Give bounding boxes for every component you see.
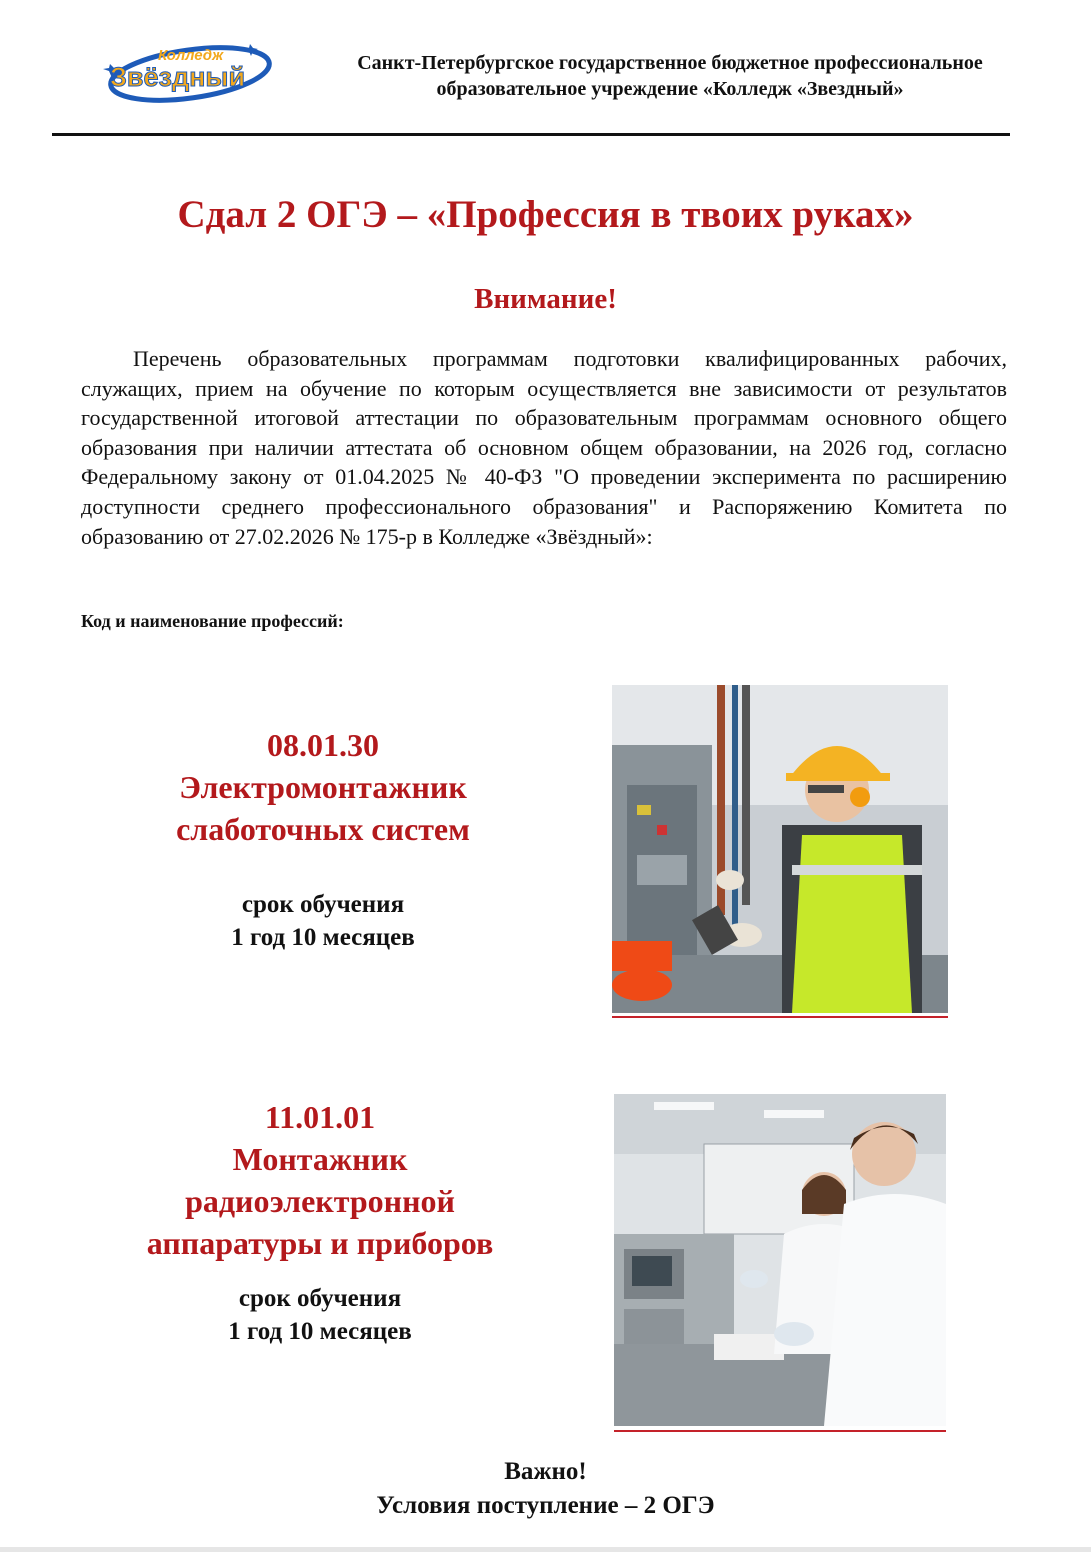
study-term-label: срок обучения — [238, 1285, 402, 1312]
important-note: Важно! — [504, 1458, 587, 1485]
study-term-label: срок обучения — [241, 891, 405, 918]
organization-name-line-2: образовательное учреждение «Колледж «Звездный» — [436, 78, 904, 100]
professions-heading: Код и наименование профессий: — [81, 611, 344, 631]
lab-technicians-photo — [614, 1094, 946, 1426]
study-term — [100, 888, 546, 954]
study-term — [90, 1282, 550, 1348]
study-term-value: 1 год 10 месяцев — [228, 1318, 412, 1345]
profession-block-2 — [90, 1096, 550, 1348]
page-title: Сдал 2 ОГЭ – «Профессия в твоих руках» — [177, 193, 914, 236]
logo-text-main: Звёздный — [110, 62, 246, 92]
profession-name-line: слаботочных систем — [176, 811, 470, 847]
profession-name-line: аппаратуры и приборов — [146, 1225, 494, 1261]
organization-name-line-1: Санкт-Петербургское государственное бюджетное профессиональное — [357, 52, 983, 74]
study-term-value: 1 год 10 месяцев — [231, 924, 415, 951]
photo-underline — [612, 1016, 948, 1018]
intro-paragraph: Перечень образовательных программам подготовки квалифицированных рабочих, служащих, прием на обучение по которым осуществляется вне зависимости от результатов государственной итоговой аттестации по образовательным программам основного общего образования при наличии аттестата об основном общем образовании, на 2026 год, согласно Федеральному закону от 01.04.2025 № 40-ФЗ "О проведении эксперимента по расширению доступности среднего профессионального образования" и Распоряжению Комитета по образованию от 27.02.2026 № 175-р в Колледже «Звёздный»: — [81, 346, 1007, 549]
college-logo — [100, 34, 272, 110]
profession-block-1 — [100, 724, 546, 954]
admission-conditions: Условия поступление – 2 ОГЭ — [376, 1492, 715, 1519]
header-divider — [52, 133, 1010, 136]
college-logo-graphic — [100, 34, 272, 110]
profession-name-line: Монтажник — [232, 1141, 408, 1177]
profession-name-line: Электромонтажник — [179, 769, 467, 805]
photo-underline — [614, 1430, 946, 1432]
profession-name-line: радиоэлектронной — [185, 1183, 455, 1219]
electrician-photo — [612, 685, 948, 1013]
logo-text-top: Колледж — [158, 47, 224, 64]
profession-code: 11.01.01 — [264, 1099, 376, 1135]
page-bottom-edge — [0, 1547, 1091, 1552]
attention-heading: Внимание! — [474, 283, 617, 315]
organization-name — [300, 50, 1040, 102]
profession-code: 08.01.30 — [267, 727, 379, 763]
